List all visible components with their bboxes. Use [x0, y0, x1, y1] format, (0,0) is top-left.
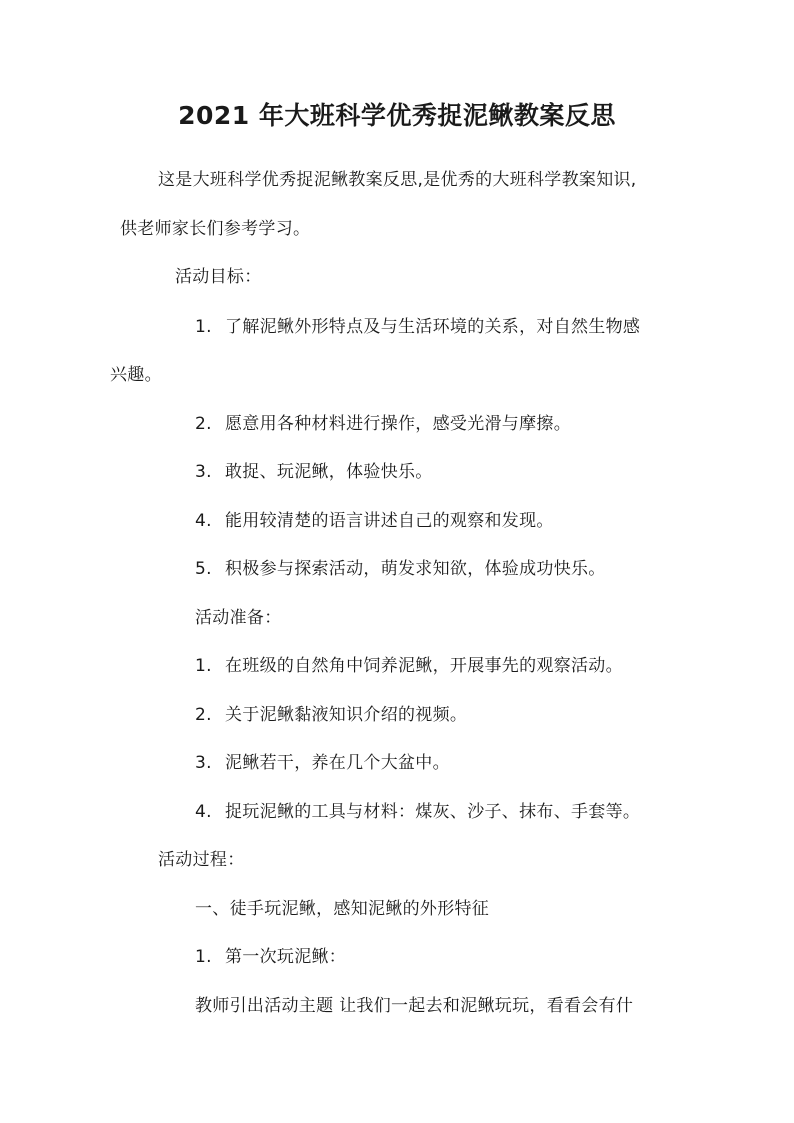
goal-item-1	[195, 316, 640, 338]
prep-item-1	[195, 655, 623, 677]
goal-item-4-text: 能用较清楚的语言讲述自己的观察和发现。	[225, 511, 554, 531]
goal-item-3	[195, 461, 433, 483]
goal-item-4-number: 4.	[195, 511, 212, 531]
goal-item-2-number: 2.	[195, 414, 212, 434]
goal-item-3-text: 敢捉、玩泥鳅，体验快乐。	[225, 462, 433, 482]
process-heading: 活动过程：	[158, 850, 245, 870]
intro-line-2: 供老师家长们参考学习。	[120, 219, 311, 239]
process-step-1-number: 1.	[195, 947, 212, 967]
goal-item-3-number: 3.	[195, 462, 212, 482]
preparation-heading: 活动准备：	[195, 608, 282, 628]
goals-heading: 活动目标：	[175, 267, 262, 287]
prep-item-2	[195, 704, 467, 726]
goal-item-4	[195, 510, 554, 532]
prep-item-3-number: 3.	[195, 753, 212, 773]
prep-item-3-text: 泥鳅若干，养在几个大盆中。	[225, 753, 450, 773]
prep-item-4-text: 捉玩泥鳅的工具与材料：煤灰、沙子、抹布、手套等。	[225, 802, 641, 822]
goal-item-5	[195, 558, 606, 580]
process-step-1-text: 第一次玩泥鳅：	[225, 947, 347, 967]
prep-item-1-number: 1.	[195, 656, 212, 676]
process-section-1: 一、徒手玩泥鳅，感知泥鳅的外形特征	[195, 899, 490, 919]
goal-item-2-text: 愿意用各种材料进行操作，感受光滑与摩擦。	[225, 414, 571, 434]
prep-item-1-text: 在班级的自然角中饲养泥鳅，开展事先的观察活动。	[225, 656, 623, 676]
prep-item-2-number: 2.	[195, 705, 212, 725]
goal-item-1-text: 了解泥鳅外形特点及与生活环境的关系，对自然生物感	[225, 317, 641, 337]
goal-item-1-continued: 兴趣。	[110, 365, 162, 385]
intro-line-1: 这是大班科学优秀捉泥鳅教案反思,是优秀的大班科学教案知识,	[158, 170, 637, 190]
goal-item-5-number: 5.	[195, 559, 212, 579]
goal-item-2	[195, 413, 571, 435]
document-title: 2021 年大班科学优秀捉泥鳅教案反思	[178, 101, 616, 130]
prep-item-4	[195, 801, 640, 823]
goal-item-5-text: 积极参与探索活动，萌发求知欲，体验成功快乐。	[225, 559, 606, 579]
prep-item-2-text: 关于泥鳅黏液知识介绍的视频。	[225, 705, 468, 725]
teacher-intro-line: 教师引出活动主题 让我们一起去和泥鳅玩玩，看看会有什	[195, 996, 634, 1016]
prep-item-3	[195, 752, 450, 774]
goal-item-1-number: 1.	[195, 317, 212, 337]
process-step-1	[195, 946, 346, 968]
prep-item-4-number: 4.	[195, 802, 212, 822]
